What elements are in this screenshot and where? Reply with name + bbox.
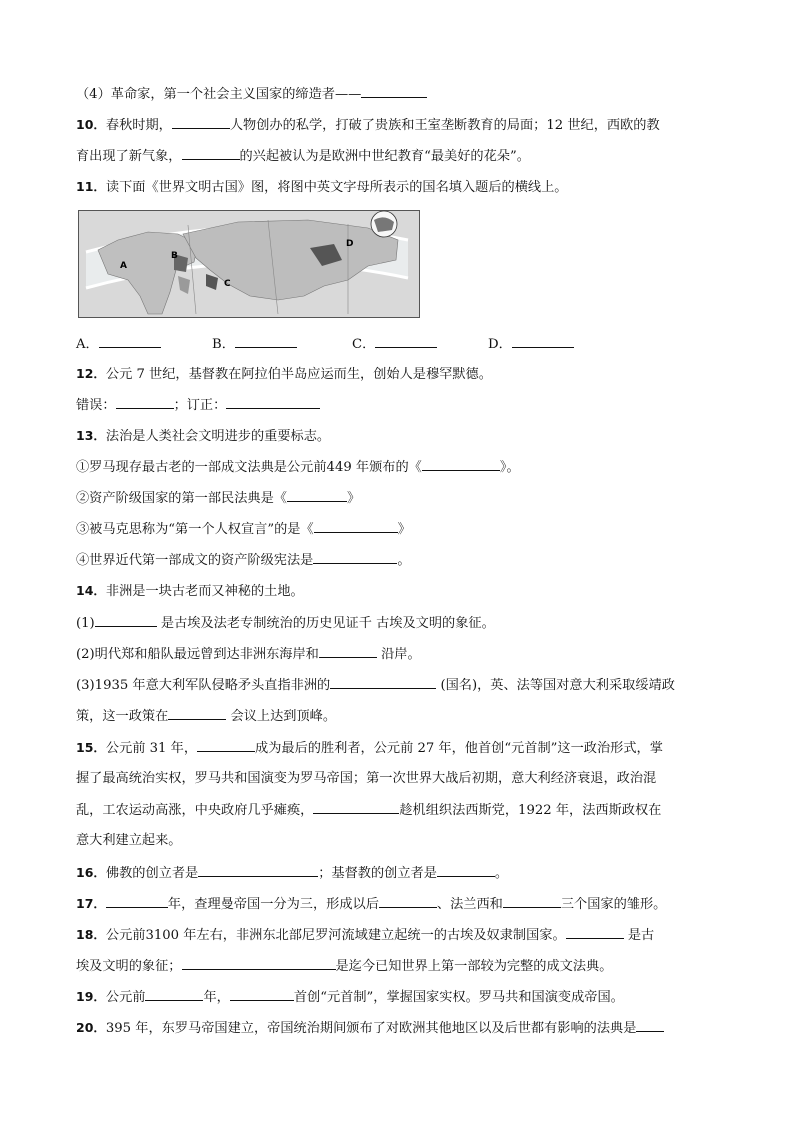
q13-item-3-end: 》 [397,522,411,537]
question-number: 18． [76,927,106,942]
question-number: 10． [76,117,106,132]
q10-line1 [76,115,722,135]
q18-line2 [76,956,722,976]
answer-blank[interactable] [287,488,347,502]
q14-part-3-text-d: 会议上达到顶峰。 [230,709,337,724]
q10-text-b: 人物创办的私学，打破了贵族和王室垄断教育的局面；12 世纪，西欧的教 [229,118,660,133]
q13-line [76,426,722,446]
answer-blank[interactable] [437,863,495,877]
q11-option-a [76,334,161,354]
answer-blank[interactable] [226,395,320,409]
q16-line [76,863,722,883]
q14-part-1-text: 是古埃及法老专制统治的历史见证千 古埃及文明的象征。 [160,616,495,631]
map-label-b: B [171,251,178,261]
answer-blank[interactable] [168,706,226,720]
q14-text: 非洲是一块古老而又神秘的土地。 [105,584,304,599]
answer-blank[interactable] [313,550,397,564]
q17-line [76,894,722,914]
answer-blank[interactable] [512,334,574,348]
answer-blank[interactable] [172,115,230,129]
q17-text-b: 、法兰西和 [436,897,503,912]
question-number: 12． [76,366,106,381]
q11-text: 读下面《世界文明古国》图，将图中英文字母所表示的国名填入题后的横线上。 [105,180,568,195]
q13-item-4 [76,550,722,570]
q15-text-f: 意大利建立起来。 [76,833,182,848]
q13-item-3 [76,519,722,539]
q15-text-e: 趁机组织法西斯党，1922 年，法西斯政权在 [399,803,662,818]
q14-part-2-end: 沿岸。 [381,647,421,662]
answer-blank[interactable] [314,519,398,533]
q18-text-c: 埃及文明的象征； [76,959,182,974]
question-number: 11． [76,179,106,194]
q14-part-3-line1 [76,675,722,695]
answer-blank[interactable] [145,987,203,1001]
q13-text: 法治是人类社会文明进步的重要标志。 [105,429,331,444]
q12-text: 公元 7 世纪，基督教在阿拉伯半岛应运而生，创始人是穆罕默德。 [105,367,492,382]
q9-item-4 [76,84,722,104]
answer-blank[interactable] [422,457,500,471]
answer-blank[interactable] [319,644,377,658]
q15-line2 [76,769,722,788]
question-number: 19． [76,989,106,1004]
answer-blank[interactable] [235,334,297,348]
q18-text-b: 是古 [627,928,655,943]
answer-blank[interactable] [198,863,318,877]
q19-text-a: 公元前 [105,990,146,1005]
q18-line1 [76,925,722,945]
q17-text-a: 年，查理曼帝国一分为三，形成以后 [167,897,379,912]
answer-blank[interactable] [230,987,294,1001]
error-label: 错误： [76,398,116,413]
option-label: A． [76,337,99,352]
answer-blank[interactable] [182,956,336,970]
answer-blank[interactable] [99,334,161,348]
q14-part-1-label: (1) [76,616,95,631]
q10-line2 [76,146,722,166]
q15-text-b: 成为最后的胜利者，公元前 27 年，他首创“元首制”这一政治形式，掌 [255,741,663,756]
q16-text-b: ；基督教的创立者是 [318,866,437,881]
q15-text-d: 乱，工农运动高涨，中央政府几乎瘫痪， [76,803,314,818]
q10-text-a: 春秋时期， [105,118,172,133]
q14-part-3-text-c: 策，这一政策在 [76,709,169,724]
q15-text-c: 握了最高统治实权，罗马共和国演变为罗马帝国；第一次世界大战后初期，意大利经济衰退，政治混 [76,771,657,786]
q14-part-3-text-b: (国名)，英、法等国对意大利采取绥靖政 [440,678,675,693]
answer-blank[interactable] [95,613,157,627]
q14-part-3-line2 [76,706,722,726]
answer-blank[interactable] [106,894,168,908]
q13-item-2 [76,488,722,508]
map-label-d: D [346,239,354,249]
option-label: B． [212,337,235,352]
answer-blank[interactable] [375,334,437,348]
q19-text-b: 年， [203,990,230,1005]
question-number: 14． [76,583,106,598]
q13-item-1-end: 》。 [499,460,520,475]
q10-text-c: 育出现了新气象， [76,149,182,164]
q13-item-2-end: 》 [347,491,361,506]
q13-item-4-end: 。 [397,553,411,568]
q12-answer-line [76,395,722,415]
answer-blank[interactable] [197,738,255,752]
q13-item-2-text: ②资产阶级国家的第一部民法典是《 [76,491,287,506]
q16-text-c: 。 [494,866,509,881]
answer-blank[interactable] [313,800,399,814]
answer-blank[interactable] [182,146,240,160]
map-label-a: A [120,261,127,271]
q15-line1 [76,738,722,758]
q14-part-2-text: (2)明代郑和船队最远曾到达非洲东海岸和 [76,647,319,662]
q11-option-d [488,334,574,354]
answer-blank[interactable] [636,1018,664,1032]
q19-text-c: 首创“元首制”，掌握国家实权。罗马共和国演变成帝国。 [293,990,624,1005]
question-number: 17． [76,896,106,911]
question-number: 16． [76,865,106,880]
world-civilizations-map [78,210,420,318]
q20-text-a: 395 年，东罗马帝国建立，帝国统治期间颁布了对欧洲其他地区以及后世都有影响的法典是 [105,1021,637,1036]
q11-option-b [212,334,297,354]
q14-part-2 [76,644,722,664]
question-number: 15． [76,740,106,755]
correction-label: ；订正： [173,398,227,413]
q14-part-1 [76,613,722,633]
q9-item-4-text: （4）革命家，第一个社会主义国家的缔造者—— [76,87,362,102]
map-label-c: C [224,279,231,289]
q12-line [76,364,722,384]
q13-item-1-text: ①罗马现存最古老的一部成文法典是公元前449 年颁布的《 [76,460,422,475]
answer-blank[interactable] [503,894,561,908]
q10-text-d: 的兴起被认为是欧洲中世纪教育“最美好的花朵”。 [239,149,530,164]
q13-item-4-text: ④世界近代第一部成文的资产阶级宪法是 [76,553,314,568]
map-image [78,210,420,318]
q14-part-3-text: (3)1935 年意大利军队侵略矛头直指非洲的 [76,678,331,693]
q18-text-d: 是迄今已知世界上第一部较为完整的成文法典。 [335,959,613,974]
question-number: 20． [76,1020,106,1035]
q20-line [76,1018,722,1038]
answer-blank[interactable] [116,395,174,409]
answer-blank[interactable] [379,894,437,908]
q18-text-a: 公元前3100 年左右，非洲东北部尼罗河流域建立起统一的古埃及奴隶制国家。 [105,928,566,943]
answer-blank[interactable] [361,84,427,98]
q17-text-c: 三个国家的雏形。 [560,897,667,912]
q11-option-c [352,334,437,354]
option-label: C． [352,337,376,352]
q13-item-1 [76,457,722,477]
q19-line [76,987,722,1007]
answer-blank[interactable] [566,925,624,939]
q16-text-a: 佛教的创立者是 [105,866,199,881]
q15-line3 [76,800,722,820]
option-label: D． [488,337,512,352]
answer-blank[interactable] [330,675,436,689]
question-number: 13． [76,428,106,443]
q15-text-a: 公元前 31 年， [105,741,198,756]
q14-line [76,581,722,601]
q11-line [76,177,722,197]
q15-line4 [76,831,722,850]
q13-item-3-text: ③被马克思称为“第一个人权宣言”的是《 [76,522,314,537]
